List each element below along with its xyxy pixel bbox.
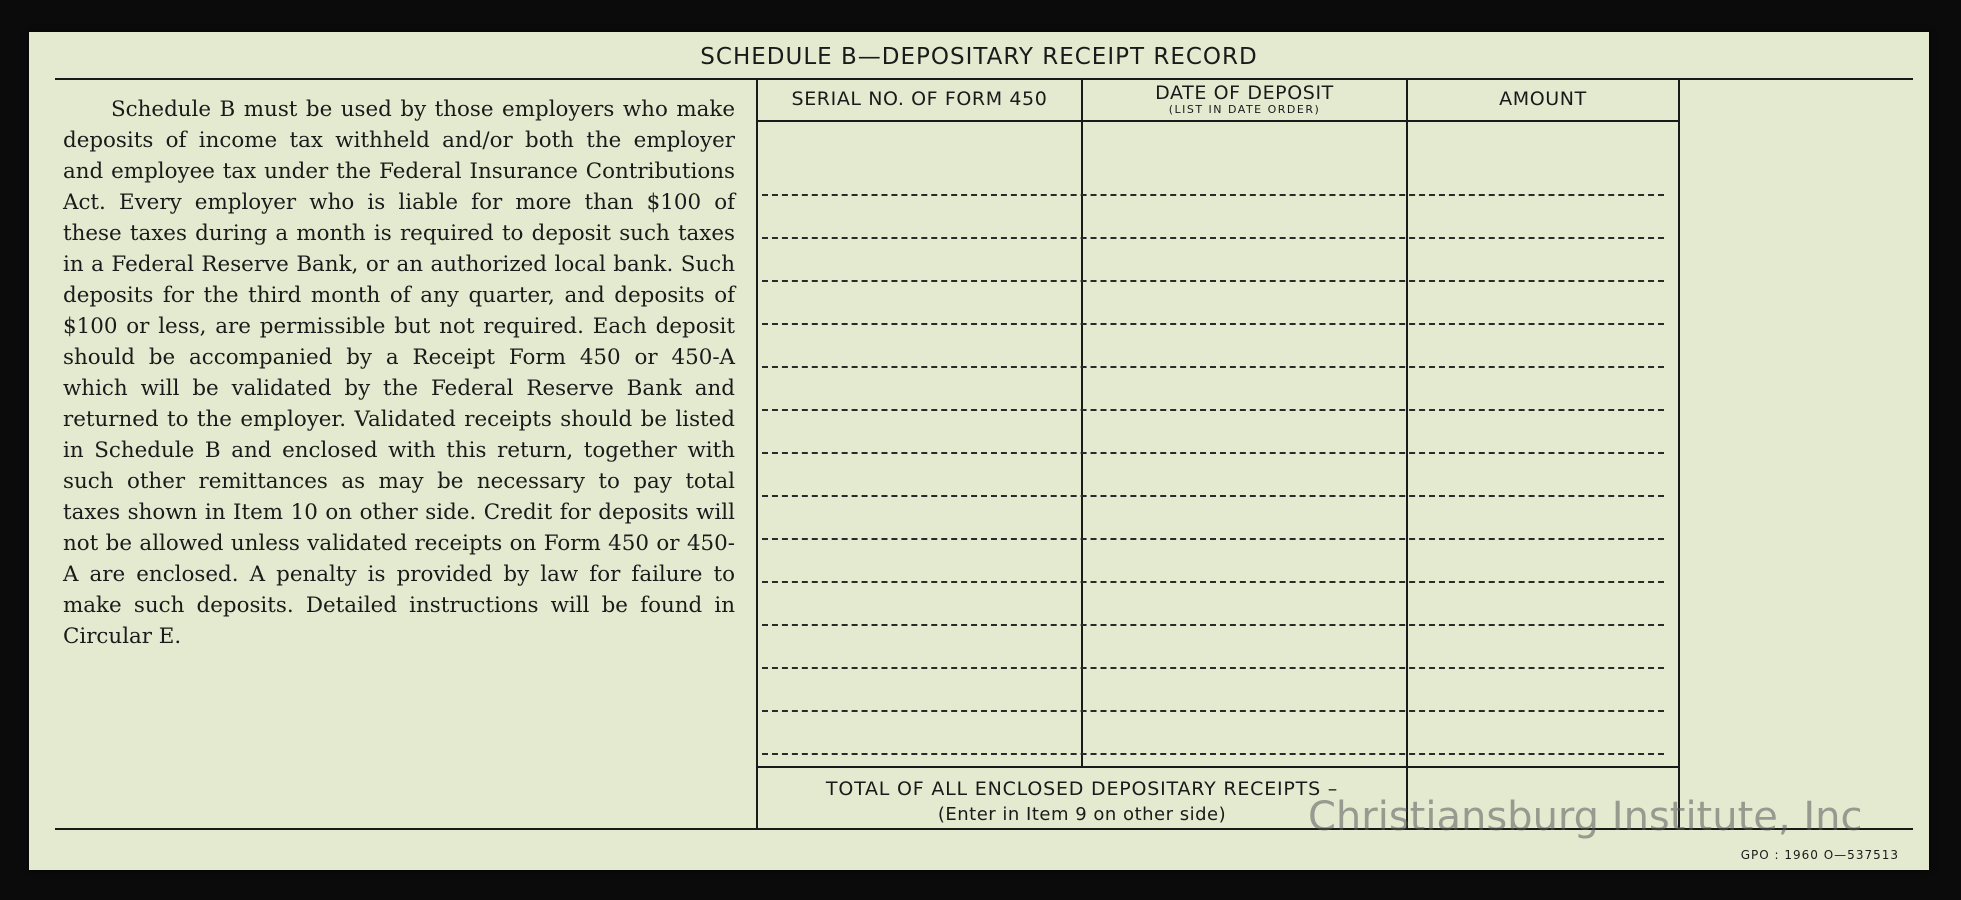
entry-row-2[interactable] [762,237,1664,239]
total-label-main: TOTAL OF ALL ENCLOSED DEPOSITARY RECEIPTS – [825,778,1339,800]
entry-row-10[interactable] [762,581,1664,583]
watermark: Christiansburg Institute, Inc [1308,794,1863,840]
total-label-sub: (Enter in Item 9 on other side) [937,804,1227,825]
header-underline [756,120,1680,122]
header-date-label: DATE OF DEPOSIT [1155,82,1334,104]
header-amount [1408,88,1678,110]
total-row-line [756,766,1680,768]
header-serial [758,88,1081,110]
column-divider-serial-date [1081,80,1083,766]
header-date [1083,82,1406,116]
entry-row-14[interactable] [762,753,1664,755]
table-right-border [1678,80,1680,830]
gpo-print-code: GPO : 1960 O—537513 [1740,848,1899,862]
form-title: SCHEDULE B—DEPOSITARY RECEIPT RECORD [700,44,1258,70]
column-divider-date-amount [1406,80,1408,830]
entry-row-9[interactable] [762,538,1664,540]
header-date-sub: (LIST IN DATE ORDER) [1168,103,1321,116]
entry-row-7[interactable] [762,452,1664,454]
entry-row-4[interactable] [762,323,1664,325]
receipt-table [756,80,1710,830]
form-paper [29,32,1929,870]
table-left-border [756,80,758,830]
header-serial-label: SERIAL NO. OF FORM 450 [791,88,1048,110]
entry-row-8[interactable] [762,495,1664,497]
entry-row-11[interactable] [762,624,1664,626]
entry-row-1[interactable] [762,194,1664,196]
header-amount-label: AMOUNT [1499,88,1587,110]
entry-row-3[interactable] [762,280,1664,282]
entry-row-6[interactable] [762,409,1664,411]
entry-row-12[interactable] [762,667,1664,669]
instructions-text: Schedule B must be used by those employers who make deposits of income tax withheld and/or both the employer and employee tax under the Federal Insurance Contributions Act. Every employer who is liable for more than $100 of these taxes during a month is required to deposit such taxes in a Federal Reserve Bank, or an authorized local bank. Such deposits for the third month of any quarter, and deposits of $100 or less, are permissible but not required. Each deposit should be accompanied by a Receipt Form 450 or 450-A which will be validated by the Federal Reserve Bank and returned to the employer. Validated receipts should be listed in Schedule B and enclosed with this return, together with such other remittances as may be necessary to pay total taxes shown in Item 10 on other side. Credit for deposits will not be allowed unless validated receipts on Form 450 or 450-A are enclosed. A penalty is provided by law for failure to make such deposits. Detailed instructions will be found in Circular E. [63,97,735,649]
entry-row-5[interactable] [762,366,1664,368]
entry-row-13[interactable] [762,710,1664,712]
